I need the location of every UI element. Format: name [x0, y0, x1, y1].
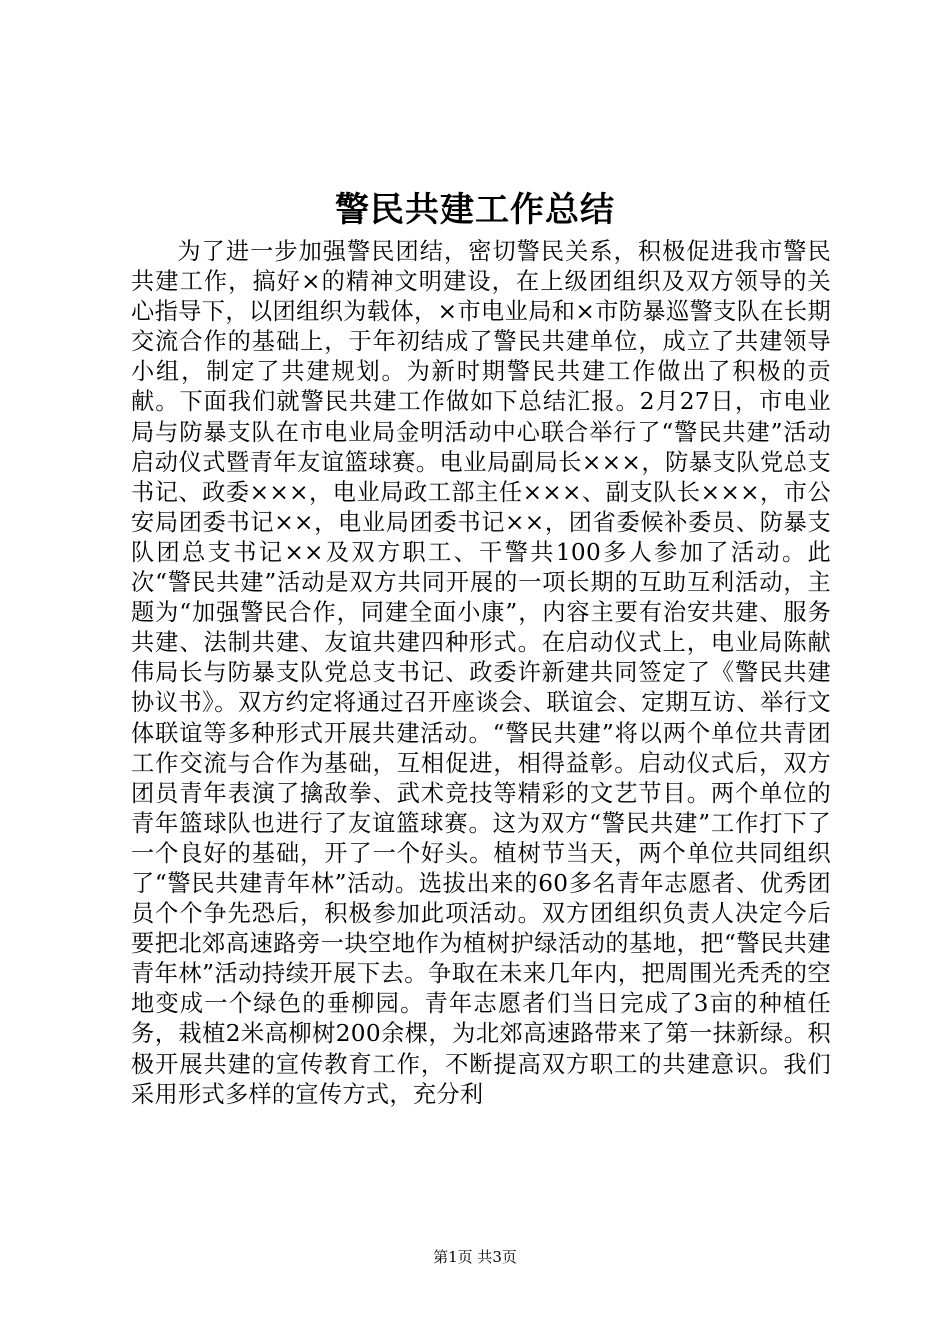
document-body-paragraph: 为了进一步加强警民团结，密切警民关系，积极促进我市警民共建工作，搞好×的精神文明建设，在上级团组织及双方领导的关心指导下，以团组织为载体，×市电业局和×市防暴巡警支队在长期交流合作的基础上，于年初结成了警民共建单位，成立了共建领导小组，制定了共建规划。为新时期警民共建工作做出了积极的贡献。下面我们就警民共建工作做如下总结汇报。2月27日，市电业局与防暴支队在市电业局金明活动中心联合举行了“警民共建”活动启动仪式暨青年友谊篮球赛。电业局副局长×××，防暴支队党总支书记、政委×××，电业局政工部主任×××、副支队长×××，市公安局团委书记××，电业局团委书记××，团省委候补委员、防暴支队团总支书记××及双方职工、干警共100多人参加了活动。此次“警民共建”活动是双方共同开展的一项长期的互助互利活动，主题为“加强警民合作，同建全面小康”，内容主要有治安共建、服务共建、法制共建、友谊共建四种形式。在启动仪式上，电业局陈献伟局长与防暴支队党总支书记、政委许新建共同签定了《警民共建协议书》。双方约定将通过召开座谈会、联谊会、定期互访、举行文体联谊等多种形式开展共建活动。“警民共建”将以两个单位共青团工作交流与合作为基础，互相促进，相得益彰。启动仪式后，双方团员青年表演了擒敌拳、武术竞技等精彩的文艺节目。两个单位的青年篮球队也进行了友谊篮球赛。这为双方“警民共建”工作打下了一个良好的基础，开了一个好头。植树节当天，两个单位共同组织了“警民共建青年林”活动。选拔出来的60多名青年志愿者、优秀团员个个争先恐后，积极参加此项活动。双方团组织负责人决定今后要把北郊高速路旁一块空地作为植树护绿活动的基地，把“警民共建青年林”活动持续开展下去。争取在未来几年内，把周围光秃秃的空地变成一个绿色的垂柳园。青年志愿者们当日完成了3亩的种植任务，栽植2米高柳树200余棵，为北郊高速路带来了第一抹新绿。积极开展共建的宣传教育工作，不断提高双方职工的共建意识。我们采用形式多样的宣传方式，充分利 — [131, 238, 831, 1108]
page-number-footer: 第1页 共3页 — [433, 1248, 517, 1266]
document-title: 警民共建工作总结 — [335, 190, 615, 230]
